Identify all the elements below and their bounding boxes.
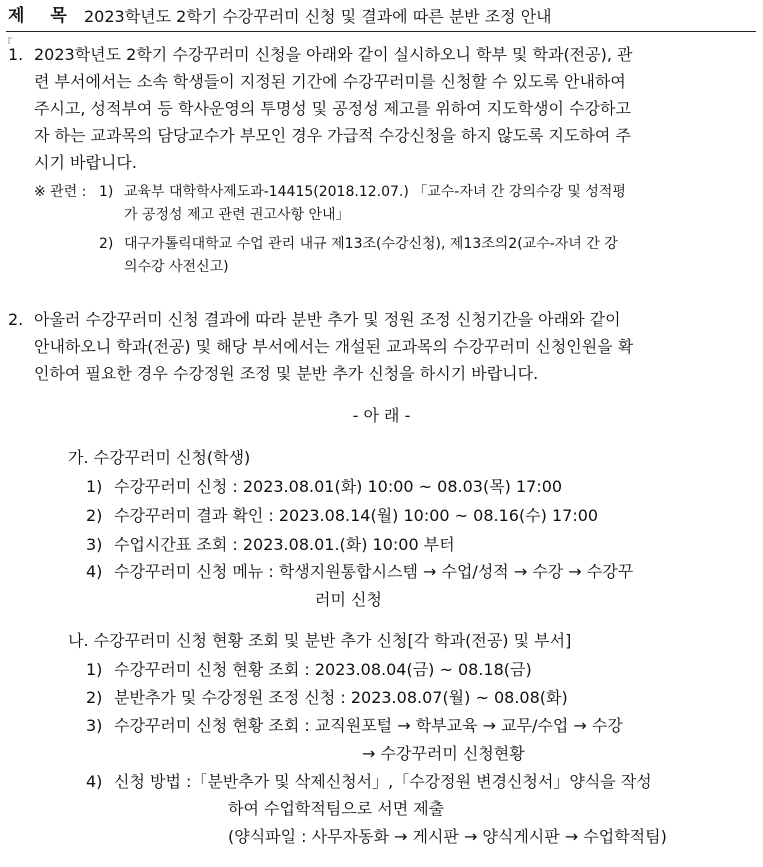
- item-text: 수강꾸러미 신청 현황 조회 : 교직원포털 → 학부교육 → 교무/수업 → 수강: [114, 716, 623, 735]
- item-text: 분반추가 및 수강정원 조정 신청 : 2023.08.07(월) ~ 08.08(화): [114, 688, 568, 707]
- section1-line: 2023학년도 2학기 수강꾸러미 신청을 아래와 같이 실시하오니 학부 및 학과(전공), 관: [34, 45, 633, 64]
- item-continuation: 러미 신청: [315, 590, 382, 609]
- section1-number: 1.: [8, 45, 24, 64]
- item-text: 수강꾸러미 신청 : 2023.08.01(화) 10:00 ~ 08.03(목) 17:00: [114, 477, 563, 496]
- section2-line: 안내하오니 학과(전공) 및 해당 부서에서는 개설된 교과목의 수강꾸러미 신청인원을 확: [34, 337, 634, 356]
- item-number: 1): [86, 477, 103, 496]
- document-header: [6, 5, 756, 32]
- section2-line: 아울러 수강꾸러미 신청 결과에 따라 분반 추가 및 정원 조정 신청기간을 아래와 같이: [34, 310, 621, 329]
- part-na-heading: 나. 수강꾸러미 신청 현황 조회 및 분반 추가 신청[각 학과(전공) 및 부서]: [68, 631, 572, 650]
- item-number: 3): [86, 716, 103, 735]
- item-number: 2): [86, 506, 103, 525]
- item-number: 4): [86, 562, 103, 581]
- item-number: 1): [86, 660, 103, 679]
- note-number: 1): [99, 184, 114, 200]
- item-text: 신청 방법 :「분반추가 및 삭제신청서」,「수강정원 변경신청서」양식을 작성: [114, 772, 652, 791]
- section1-line: 련 부서에서는 소속 학생들이 지정된 기간에 수강꾸러미를 신청할 수 있도록 안내하여: [34, 72, 626, 91]
- item-number: 4): [86, 772, 103, 791]
- item-continuation: → 수강꾸러미 신청현황: [362, 744, 525, 763]
- item-number: 3): [86, 535, 103, 554]
- part-ga-heading: 가. 수강꾸러미 신청(학생): [68, 448, 251, 467]
- item-text: 수업시간표 조회 : 2023.08.01.(화) 10:00 부터: [114, 535, 455, 554]
- item-number: 2): [86, 688, 103, 707]
- note-label: ※ 관련 :: [34, 184, 87, 200]
- section1-line: 자 하는 교과목의 담당교수가 부모인 경우 가급적 수강신청을 하지 않도록 지도하여 주: [34, 126, 631, 145]
- item-continuation: 하여 수업학적팀으로 서면 제출: [228, 799, 445, 818]
- note-text: 교육부 대학학사제도과-14415(2018.12.07.) 「교수-자녀 간 강의수강 및 성적평: [124, 184, 626, 200]
- below-title: - 아 래 -: [352, 406, 411, 425]
- document-title: 2023학년도 2학기 수강꾸러미 신청 및 결과에 따른 분반 조정 안내: [84, 7, 552, 26]
- item-text: 수강꾸러미 신청 현황 조회 : 2023.08.04(금) ~ 08.18(금): [114, 660, 532, 679]
- item-text: 수강꾸러미 결과 확인 : 2023.08.14(월) 10:00 ~ 08.16(수) 17:00: [114, 506, 599, 525]
- corner-mark: 『: [2, 38, 12, 49]
- note-text: 가 공정성 제고 관련 권고사항 안내」: [124, 207, 350, 223]
- item-text: 수강꾸러미 신청 메뉴 : 학생지원통합시스템 → 수업/성적 → 수강 → 수강꾸: [114, 562, 634, 581]
- note-text: 대구가톨릭대학교 수업 관리 내규 제13조(수강신청), 제13조의2(교수-자녀 간 강: [124, 236, 618, 252]
- subject-label: 제 목: [8, 6, 77, 26]
- section2-number: 2.: [8, 310, 24, 329]
- item-continuation: (양식파일 : 사무자동화 → 게시판 → 양식게시판 → 수업학적팀): [228, 827, 667, 846]
- note-number: 2): [99, 236, 114, 252]
- section1-line: 주시고, 성적부여 등 학사운영의 투명성 및 공정성 제고를 위하여 지도학생이 수강하고: [34, 99, 631, 118]
- section2-line: 인하여 필요한 경우 수강정원 조정 및 분반 추가 신청을 하시기 바랍니다.: [34, 364, 539, 383]
- section1-line: 시기 바랍니다.: [34, 153, 137, 172]
- note-text: 의수강 사전신고): [124, 259, 229, 275]
